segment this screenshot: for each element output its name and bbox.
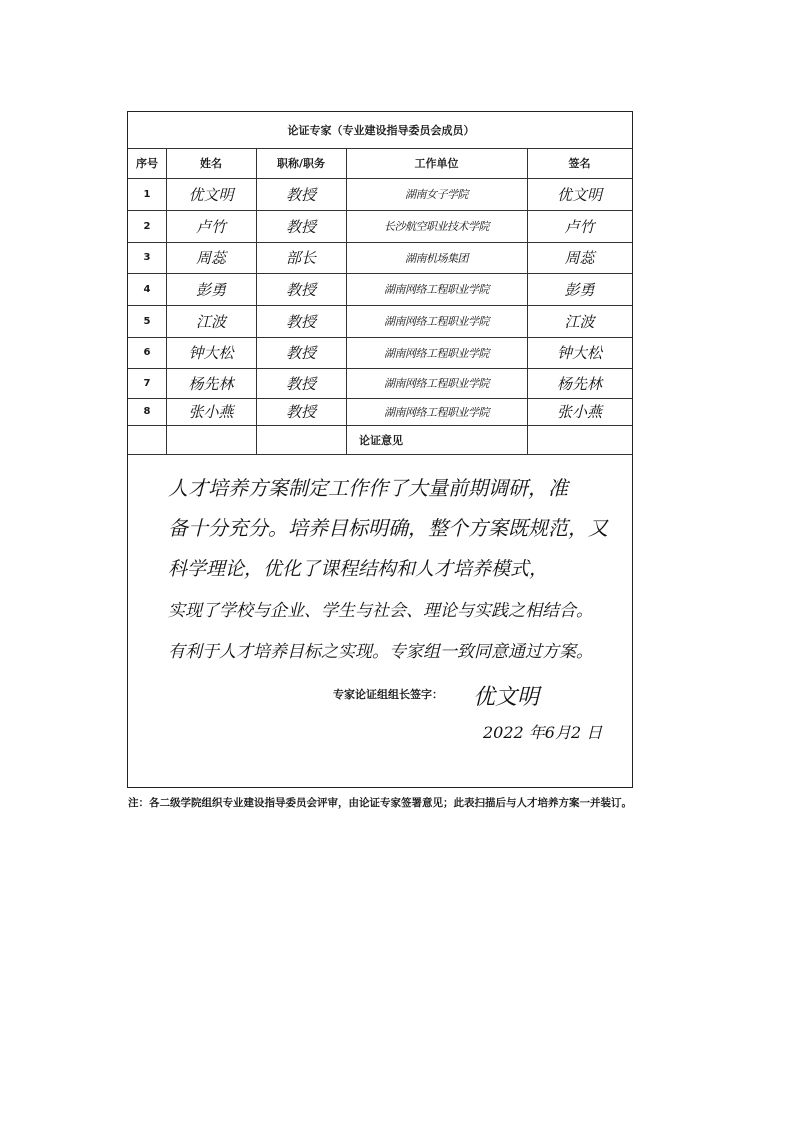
expert-title: 教授 — [285, 185, 316, 204]
expert-signature: 张小燕 — [556, 403, 602, 421]
expert-name: 江波 — [195, 312, 226, 331]
expert-signature: 江波 — [564, 312, 595, 331]
header-no: 序号 — [136, 157, 158, 170]
expert-title: 教授 — [285, 344, 316, 362]
row-number: 2 — [143, 220, 151, 232]
expert-name: 彭勇 — [195, 280, 226, 299]
row-number: 1 — [143, 188, 151, 200]
expert-signature: 钟大松 — [556, 344, 602, 362]
opinion-line: 备十分充分。培养目标明确，整个方案既规范，又 — [168, 516, 608, 540]
opinion-line: 科学理论，优化了课程结构和人才培养模式， — [168, 558, 549, 580]
expert-signature: 彭勇 — [564, 280, 595, 299]
expert-title: 教授 — [285, 217, 316, 236]
leader-signature: 优文明 — [473, 684, 540, 710]
expert-name: 张小燕 — [188, 403, 234, 421]
row-number: 4 — [143, 283, 151, 295]
expert-review-form — [127, 111, 633, 788]
header-unit: 工作单位 — [414, 157, 459, 170]
expert-title: 教授 — [285, 403, 316, 421]
row-number: 3 — [143, 252, 151, 263]
expert-signature: 优文明 — [556, 185, 602, 204]
expert-name: 周蕊 — [195, 249, 226, 267]
expert-unit: 湖南网络工程职业学院 — [384, 405, 489, 419]
expert-unit: 湖南网络工程职业学院 — [384, 315, 489, 328]
expert-unit: 湖南女子学院 — [405, 188, 468, 201]
expert-title: 教授 — [285, 312, 316, 331]
expert-unit: 湖南网络工程职业学院 — [384, 346, 489, 360]
expert-name: 杨先林 — [188, 374, 234, 393]
expert-name: 优文明 — [188, 185, 234, 204]
expert-unit: 湖南网络工程职业学院 — [384, 377, 489, 390]
opinion-line: 人才培养方案制定工作作了大量前期调研，准 — [168, 476, 568, 500]
expert-signature: 卢竹 — [564, 217, 595, 236]
opinion-line: 有利于人才培养目标之实现。专家组一致同意通过方案。 — [168, 642, 593, 662]
row-number: 5 — [143, 315, 151, 327]
opinion-heading: 论证意见 — [359, 433, 403, 447]
table-title: 论证专家（专业建设指导委员会成员） — [287, 124, 475, 137]
opinion-line: 实现了学校与企业、学生与社会、理论与实践之相结合。 — [168, 601, 593, 621]
expert-unit: 湖南机场集团 — [405, 251, 468, 265]
footnote: 注：各二级学院组织专业建设指导委员会评审，由论证专家签署意见；此表扫描后与人才培养方案一并装订。 — [128, 797, 632, 809]
expert-signature: 杨先林 — [556, 374, 602, 393]
expert-title: 教授 — [285, 280, 316, 299]
expert-name: 钟大松 — [188, 344, 234, 362]
row-number: 6 — [143, 347, 151, 358]
expert-unit: 长沙航空职业技术学院 — [384, 220, 489, 233]
expert-title: 教授 — [285, 374, 316, 393]
row-number: 8 — [143, 406, 151, 417]
header-name: 姓名 — [200, 157, 222, 170]
expert-unit: 湖南网络工程职业学院 — [384, 283, 489, 296]
rule — [128, 454, 632, 455]
expert-name: 卢竹 — [195, 217, 226, 236]
signer-label: 专家论证组组长签字： — [333, 688, 443, 701]
header-signature: 签名 — [568, 157, 591, 170]
expert-title: 部长 — [285, 249, 316, 267]
header-title: 职称/职务 — [276, 157, 326, 170]
expert-signature: 周蕊 — [564, 249, 595, 267]
row-number: 7 — [143, 377, 151, 389]
signature-date: 2022 年6月2 日 — [483, 722, 603, 742]
